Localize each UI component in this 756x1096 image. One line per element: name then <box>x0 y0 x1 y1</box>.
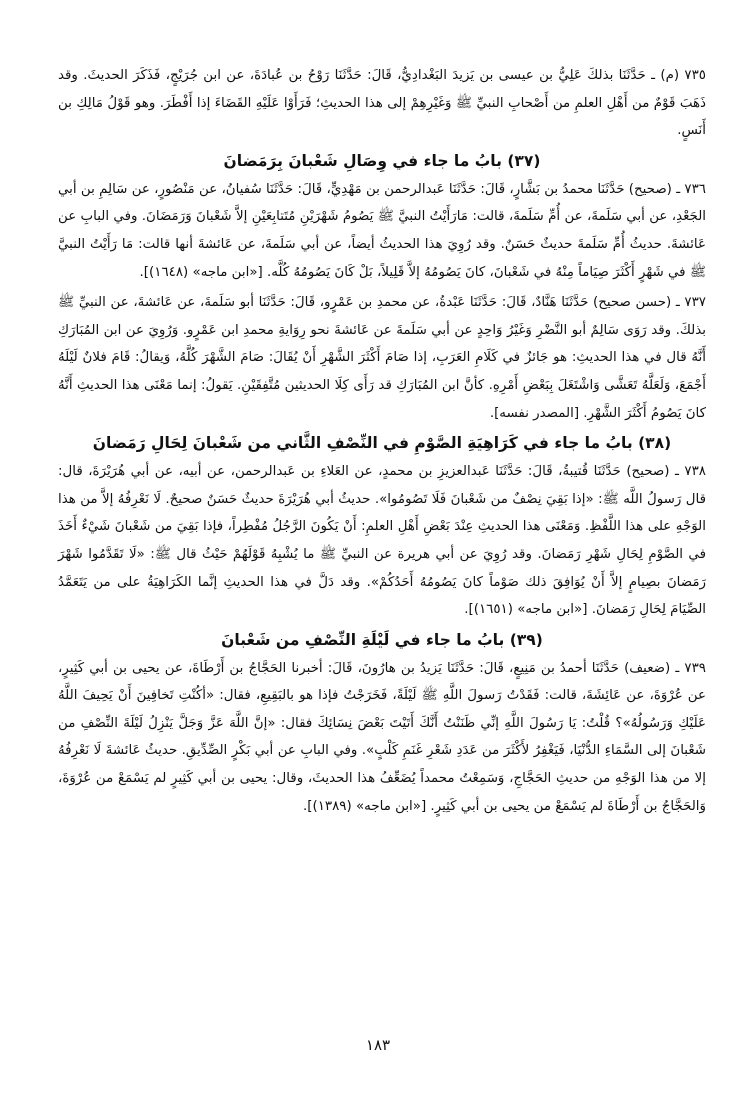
hadith-737: ٧٣٧ ـ (حسن صحيح) حَدَّثَنَا هَنَّادٌ، قَالَ: حَدَّثَنَا عَبْدةُ، عن محمدِ بن عَمْرٍو، قَالَ: حَدَّثَنَا أبو سَلَمةَ، عن عَائشةَ، عن النبيِّ ﷺ بذلكَ. وقد رَوَى سَالِمٌ أبو النَّضْرِ وَغَيْرُ وَاحِدٍ عن أبي سَلَمةَ عن عَائشةَ نحو رِوَايةِ محمدِ ابن عَمْرٍو. وَرُوِيَ عن ابن المُبَارَكِ أَنَّهُ قال في هذا الحديثِ: هو جَائزٌ في كَلَامِ العَرَبِ، إذا صَامَ أَكْثَرَ الشَّهْرِ أَنْ يُقَالَ: صَامَ الشَّهْرَ كُلَّهُ، وَيقالُ: قَامَ فلانٌ لَيْلَهُ أَجْمَعَ، وَلَعَلَّهُ تَعَشَّى وَاشْتَغَلَ بِبَعْضِ أَمْرِهِ. كأنَّ ابن المُبَارَكِ قد رَأَى كِلَا الحديثين مُتَّفِقَيْنِ. يَقولُ: إنما مَعْنَى هذا الحديثِ أَنَّهُ كانَ يَصُومُ أَكْثَرَ الشَّهْرِ. [المصدر نفسه]. <box>58 295 706 421</box>
chapter-heading-39: (٣٩) بابُ ما جاء في لَيْلَةِ النِّصْفِ من شَعْبانَ <box>221 630 543 649</box>
chapter-heading-38: (٣٨) بابُ ما جاء في كَرَاهِيَةِ الصَّوْمِ في النِّصْفِ الثَّاني من شَعْبانَ لِحَالِ رَمَضانَ <box>92 434 672 453</box>
page-number: ١٨٣ <box>365 1036 391 1054</box>
book-page <box>58 62 706 1052</box>
hadith-739: ٧٣٩ ـ (ضعيف) حَدَّثَنَا أحمدُ بن مَنِيعٍ، قَالَ: حَدَّثَنَا يَزيدُ بن هارُونَ، قَالَ: أخبرنا الحَجَّاجُ بن أَرْطَاةَ، عن يحيى بن أبي كَثِيرٍ، عن عُرْوَةَ، عن عَائِشَةَ، قالت: فَقَدْتُ رَسولَ اللَّهِ ﷺ لَيْلَةً، فَخَرَجْتُ فإذا هو بالبَقِيعِ، فقال: «أكُنْتِ تَخافِينَ أَنْ يَحِيفَ اللَّهُ عَلَيْكِ وَرَسُولُهُ»؟ قُلْتُ: يَا رَسُولَ اللَّهِ إنِّي ظَنَنْتُ أَنَّكَ أَتَيْتَ بَعْضَ نِسَائِكَ فقال: «إنَّ اللَّهَ عَزَّ وَجَلَّ يَنْزِلُ لَيْلَةَ النِّصْفِ من شَعْبانَ إلى السَّمَاءِ الدُّنْيَا، فَيَغْفِرُ لأَكْثَرَ من عَدَدِ شَعْرِ غَنَمِ كَلْبٍ». وفي البابِ عن أبي بَكْرٍ الصِّدِّيقِ. حديثُ عَائشةَ لَا نَعْرِفُهُ إلا من هذا الوَجْهِ من حديثِ الحَجَّاجِ، وَسَمِعْتُ محمداً يُضَعِّفُ هذا الحديثَ، وقال: يحيى بن أبي كَثِيرٍ لم يَسْمَعْ من عُرْوَةَ، وَالحَجَّاجُ بن أَرْطَاةَ لم يَسْمَعْ من يحيى بن أبي كَثِيرٍ. [«ابن ماجه» (١٣٨٩)]. <box>58 660 706 814</box>
hadith-735: ٧٣٥ (م) ـ حَدَّثَنَا بذلكَ عَلِيُّ بن عيسى بن يَزيدَ البَغْدادِيُّ، قَالَ: حَدَّثَنَا رَوْحُ بن عُبادَةَ، عن ابن جُرَيْجٍ، فَذَكَرَ الحديثَ. وقد ذَهَبَ قَوْمٌ من أَهْلِ العلمِ من أَصْحابِ النبيِّ ﷺ وَغَيْرِهِمْ إلى هذا الحديثِ؛ فَرَأَوْا عَلَيْهِ القَضَاءَ إذا أَفْطَرَ. وهو قَوْلُ مَالِكِ بن أَنَسٍ. <box>58 68 706 139</box>
chapter-heading-37: (٣٧) بابُ ما جاء في وِصَالِ شَعْبانَ بِرَمَضانَ <box>223 151 541 170</box>
hadith-736: ٧٣٦ ـ (صحيح) حَدَّثَنَا محمدُ بن بَشَّارٍ، قَالَ: حَدَّثَنَا عَبدالرحمن بن مَهْدِيٍّ، قَالَ: حَدَّثَنَا سُفيانُ، عن مَنْصُورٍ، عن سَالِمِ بن أبي الجَعْدِ، عن أبي سَلَمةَ، عن أُمِّ سَلَمةَ، قالت: مَارَأَيْتُ النبيَّ ﷺ يَصُومُ شَهْرَيْنِ مُتَتابِعَيْنِ إلاَّ شَعْبانَ وَرَمَضَانَ. وفي البابِ عن عَائشةَ. حديثُ أُمِّ سَلَمةَ حديثٌ حَسَنٌ. وقد رُوِيَ هذا الحديثُ أيضاً، عن أبي سَلَمةَ، عن عَائشةَ أنها قالت: مَا رَأَيْتُ النبيَّ ﷺ في شَهْرٍ أَكْثَرَ صِيَاماً مِنْهُ في شَعْبانَ، كانَ يَصُومُهُ إلاَّ قَلِيلاً، بَلْ كَانَ يَصُومُهُ كُلَّه. [«ابن ماجه» (١٦٤٨)]. <box>58 181 706 280</box>
hadith-738: ٧٣٨ ـ (صحيح) حَدَّثَنَا قُتيبةُ، قَالَ: حَدَّثَنَا عَبدالعزيزِ بن محمدٍ، عن العَلاءِ بن عَبدالرحمن، عن أبيه، عن أبي هُرَيْرَةَ، قال: قال رَسولُ اللَّه ﷺ: «إذا بَقِيَ نِصْفٌ من شَعْبانَ فَلَا تَصُومُوا». حديثُ أبي هُرَيْرَةَ حديثٌ حَسَنٌ صحيحٌ. لَا نَعْرِفُهُ إلاَّ من هذا الوَجْهِ على هذا اللَّفْظِ. وَمَعْنَى هذا الحديثِ عِنْدَ بَعْضِ أَهْلِ العلمِ: أَنْ يَكُونَ الرَّجُلُ مُفْطِراً، فإذا بَقِيَ من شَعْبانَ شَيْءٌ أَخَذَ في الصَّوْمِ لِحَالِ شَهْرِ رَمَضانَ. وقد رُوِيَ عن أبي هريرة عن النبيِّ ﷺ ما يُشْبِهُ قَوْلَهُمْ حَيْثُ قال ﷺ: «لَا تَقَدَّمُوا شَهْرَ رَمَضانَ بصِيامٍ إلاَّ أَنْ يُوَافِقَ ذلك صَوْماً كانَ يَصُومُهُ أَحَدُكُمْ». وقد دَلَّ في هذا الحديثِ إنَّما الكَرَاهِيَةُ على من يَتَعَمَّدُ الصِّيَامَ لِحَالِ رَمَضانَ. [«ابن ماجه» (١٦٥١)]. <box>58 464 706 618</box>
